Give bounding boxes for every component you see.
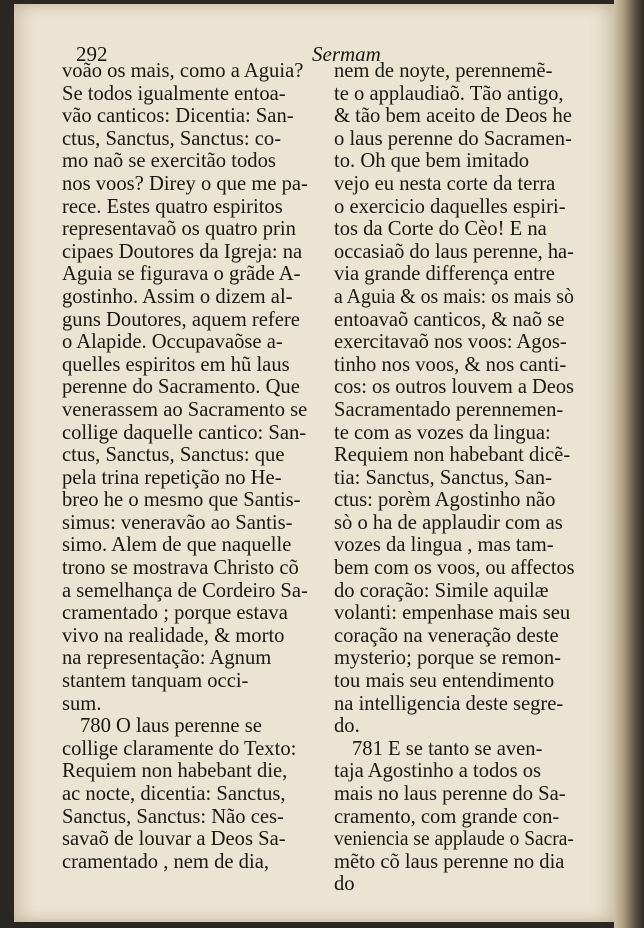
text-line: na representação: Agnum — [62, 647, 272, 670]
text-line: Se todos igualmente entoa- — [62, 82, 286, 105]
text-line: te com as vozes da lingua: — [334, 421, 551, 444]
text-line: do — [334, 873, 355, 896]
text-line: Sacramentado perennemen- — [334, 398, 564, 421]
text-line: tinho nos voos, & nos canti- — [334, 353, 567, 376]
text-line: Requiem non habebant dicẽ- — [334, 444, 571, 467]
text-line: a semelhança de Cordeiro Sa- — [62, 579, 308, 602]
text-line: & tão bem aceito de Deos he — [334, 105, 572, 128]
page-edge — [614, 0, 644, 928]
text-line: Aguia se figurava o grãde A- — [62, 263, 301, 286]
text-line: mais no laus perenne do Sa- — [334, 783, 566, 805]
text-line: o laus perenne do Sacramen- — [334, 127, 572, 150]
text-line: volanti: empenhase mais seu — [334, 602, 571, 625]
text-line: vivo na realidade, & morto — [62, 624, 285, 647]
text-line: coração na veneração deste — [334, 624, 559, 647]
text-line: tos da Corte do Cèo! E na — [334, 218, 547, 241]
text-line: do. — [334, 715, 360, 738]
text-line: cipaes Doutores da Igreja: na — [62, 240, 303, 263]
text-line: cramento, com grande con- — [334, 805, 560, 828]
text-line: tou mais seu entendimento — [334, 670, 555, 693]
text-line: representavaõ os quatro prin — [62, 218, 296, 241]
text-line: na intelligencia deste segre- — [334, 692, 564, 715]
text-line: ac nocte, dicentia: Sanctus, — [62, 783, 286, 805]
text-line: Requiem non habebant die, — [62, 760, 288, 783]
text-line: gostinho. Assim o dizem al- — [62, 285, 293, 308]
text-line: guns Doutores, aquem refere — [62, 308, 300, 331]
text-line: cramentado , nem de dia, — [62, 850, 269, 873]
text-line: perenne do Sacramento. Que — [62, 376, 300, 399]
text-line: a Aguia & os mais: os mais sò — [334, 285, 574, 308]
text-line: mo naõ se exercitão todos — [62, 150, 276, 173]
text-line: exercitavaõ nos voos: Agos- — [334, 331, 567, 354]
text-line: te o applaudiaõ. Tão antigo, — [334, 82, 564, 105]
text-line: nem de noyte, perennemẽ- — [334, 60, 553, 82]
text-line: vão canticos: Dicentia: San- — [62, 105, 294, 128]
text-line: bem com os voos, ou affectos — [334, 557, 575, 580]
text-line: ctus, Sanctus, Sanctus: co- — [62, 127, 282, 150]
text-line: collige claramente do Texto: — [62, 737, 297, 760]
text-line: pela trina repetição no He- — [62, 466, 282, 489]
text-line: breo he o mesmo que Santis- — [62, 489, 301, 512]
text-line: simo. Alem de que naquelle — [62, 534, 292, 557]
text-line: 781 E se tanto se aven- — [352, 737, 543, 760]
text-line: ctus: porèm Agostinho não — [334, 489, 556, 512]
left-text-column — [62, 60, 324, 873]
text-line: savaõ de louvar a Deos Sa- — [62, 828, 286, 851]
text-line: voão os mais, como a Aguia? — [62, 60, 304, 82]
text-line: tia: Sanctus, Sanctus, San- — [334, 466, 552, 489]
text-line: nos voos? Direy o que me pa- — [62, 172, 308, 195]
text-line: simus: veneravão ao Santis- — [62, 511, 293, 534]
text-line: Sanctus, Sanctus: Não ces- — [62, 805, 284, 828]
text-line: collige daquelle cantico: San- — [62, 421, 307, 444]
text-line: via grande differença entre — [334, 263, 555, 286]
right-text-column — [334, 60, 574, 896]
text-line: rece. Estes quatro espiritos — [62, 195, 283, 218]
text-line: vejo eu nesta corte da terra — [334, 172, 556, 195]
text-line: o exercicio daquelles espiri- — [334, 195, 566, 218]
text-line: mysterio; porque se remon- — [334, 647, 562, 670]
text-line: 780 O laus perenne se — [80, 715, 262, 738]
text-line: to. Oh que bem imitado — [334, 150, 530, 173]
text-line: trono se mostrava Christo cõ — [62, 557, 299, 580]
text-line: vozes da lingua , mas tam- — [334, 534, 554, 557]
text-line: sò o ha de applaudir com as — [334, 511, 563, 534]
text-line: o Alapide. Occupavaõse a- — [62, 331, 283, 354]
text-line: cos: os outros louvem a Deos — [334, 376, 575, 399]
text-line: veniencia se applaude o Sacra- — [334, 828, 574, 851]
text-line: do coração: Simile aquilæ — [334, 579, 549, 602]
text-line: occasiaõ do laus perenne, ha- — [334, 240, 574, 263]
text-line: cramentado ; porque estava — [62, 602, 288, 625]
page-number: 292 — [76, 42, 108, 66]
text-line: sum. — [62, 692, 102, 715]
text-line: ctus, Sanctus, Sanctus: que — [62, 444, 285, 467]
running-title: Sermam — [312, 42, 381, 66]
text-line: stantem tanquam occi- — [62, 670, 249, 693]
text-line: entoavaõ canticos, & naõ se — [334, 308, 565, 331]
text-line: quelles espiritos em hũ laus — [62, 353, 290, 376]
text-line: taja Agostinho a todos os — [334, 760, 542, 783]
text-line: mẽto cõ laus perenne no dia — [334, 850, 565, 873]
text-line: venerassem ao Sacramento se — [62, 398, 308, 421]
